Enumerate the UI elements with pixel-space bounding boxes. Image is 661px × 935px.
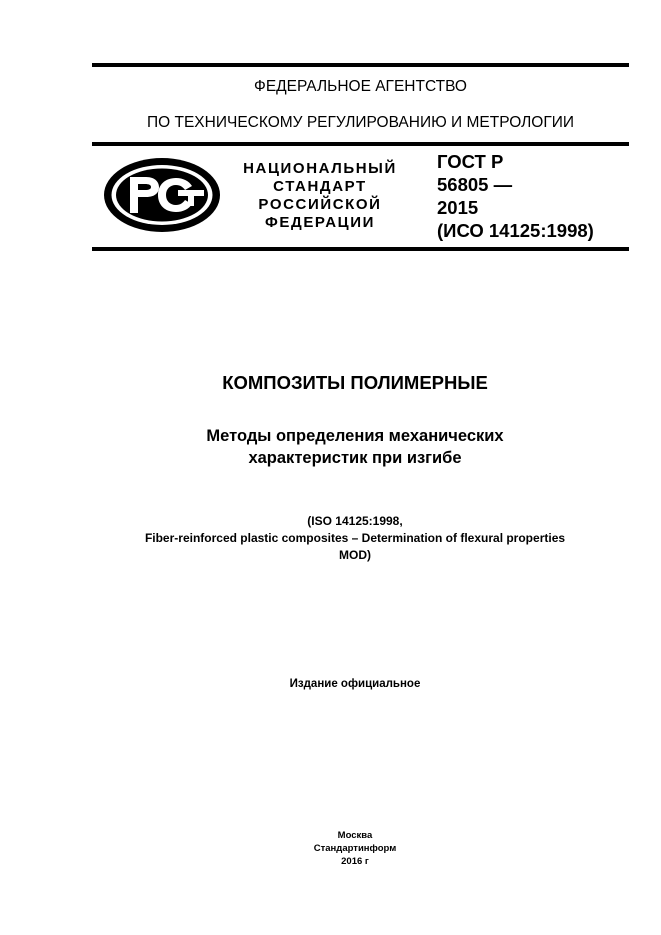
standard-type-line: СТАНДАРТ [273, 178, 367, 195]
top-rule [92, 63, 629, 67]
official-edition-label: Издание официальное [289, 678, 421, 690]
document-title: КОМПОЗИТЫ ПОЛИМЕРНЫЕ [222, 372, 488, 393]
standard-number-line: 56805 — [437, 174, 513, 195]
document-subtitle [60, 425, 650, 469]
imprint [60, 829, 650, 868]
standard-number [437, 150, 594, 242]
iso-reference [60, 513, 650, 564]
imprint-year: 2016 г [341, 856, 369, 867]
standard-number-line: (ИСО 14125:1998) [437, 220, 594, 241]
rst-certification-logo-icon [102, 156, 222, 234]
iso-reference-line: MOD) [339, 548, 371, 562]
imprint-city: Москва [337, 830, 373, 841]
middle-rule [92, 142, 629, 146]
standard-type-line: РОССИЙСКОЙ [258, 196, 382, 213]
standard-number-line: 2015 [437, 197, 479, 218]
bottom-rule [92, 247, 629, 251]
imprint-publisher: Стандартинформ [313, 843, 397, 854]
subtitle-line: характеристик при изгибе [248, 449, 462, 467]
iso-reference-line: Fiber-reinforced plastic composites – Determination of flexural properties [144, 531, 566, 545]
standard-type-line: ФЕДЕРАЦИИ [265, 214, 375, 231]
national-standard-label [226, 160, 414, 232]
subtitle-line: Методы определения механических [206, 427, 504, 445]
agency-name-line-1: ФЕДЕРАЛЬНОЕ АГЕНТСТВО [254, 78, 467, 95]
agency-name-line-2: ПО ТЕХНИЧЕСКОМУ РЕГУЛИРОВАНИЮ И МЕТРОЛОГИИ [147, 114, 574, 131]
iso-reference-line: (ISO 14125:1998, [307, 514, 403, 528]
standard-number-line: ГОСТ Р [437, 151, 504, 172]
standard-type-line: НАЦИОНАЛЬНЫЙ [243, 160, 397, 177]
